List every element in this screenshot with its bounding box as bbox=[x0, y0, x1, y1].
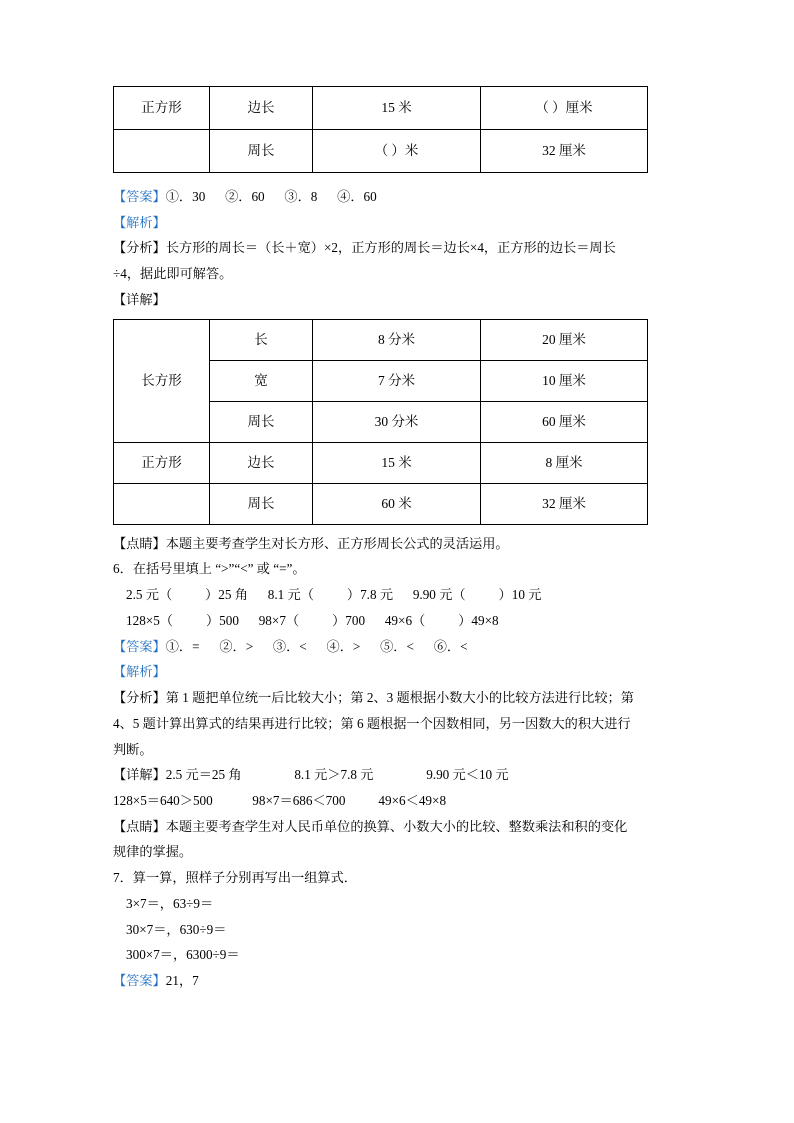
q6-explain-label-line bbox=[113, 659, 643, 685]
cell-shape bbox=[114, 130, 210, 173]
q6-analysis-line-3: 判断。 bbox=[113, 741, 153, 757]
spacer bbox=[113, 173, 643, 184]
page-content bbox=[113, 86, 643, 994]
cell-property: 周长 bbox=[210, 483, 313, 524]
answer-label: 【答案】 bbox=[113, 638, 166, 654]
q6-line-1: 2.5 元（ ）25 角 8.1 元（ ）7.8 元 9.90 元（ ）10 元 bbox=[126, 587, 542, 603]
cell-shape: 正方形 bbox=[114, 87, 210, 130]
analysis-text: 第 1 题把单位统一后比较大小；第 2、3 题根据小数大小的比较方法进行比较；第 bbox=[165, 690, 634, 706]
cell-property: 宽 bbox=[210, 360, 313, 401]
q5-analysis-line-2 bbox=[113, 261, 643, 287]
q5-detail-label-line bbox=[113, 287, 643, 313]
cell-property: 边长 bbox=[210, 87, 313, 130]
q6-tip-line-1 bbox=[113, 814, 643, 840]
q6-analysis-line-1 bbox=[113, 685, 643, 711]
cell-value-a: 8 分米 bbox=[313, 319, 481, 360]
cell-value-b: 10 厘米 bbox=[481, 360, 648, 401]
cell-value-b: 32 厘米 bbox=[481, 483, 648, 524]
q5-answer-line bbox=[113, 184, 643, 210]
analysis-label: 【分析】 bbox=[113, 690, 166, 706]
q5-analysis-line-1 bbox=[113, 235, 643, 261]
cell-value-a: 15 米 bbox=[313, 87, 481, 130]
cell-value-a: 30 分米 bbox=[313, 401, 481, 442]
detail-label: 【详解】 bbox=[113, 291, 166, 307]
table-row bbox=[114, 130, 648, 173]
q6-prompt: 6．在括号里填上 “>”“<” 或 “=”。 bbox=[113, 561, 306, 577]
table-row bbox=[114, 87, 648, 130]
analysis-label: 【分析】 bbox=[113, 240, 166, 256]
cell-value-a: （ ）米 bbox=[313, 130, 481, 173]
q6-line-2: 128×5（ ）500 98×7（ ）700 49×6（ ）49×8 bbox=[126, 612, 499, 628]
answer-items: ①．= ②．> ③．< ④．> ⑤．< ⑥．< bbox=[165, 638, 468, 654]
answer-label: 【答案】 bbox=[113, 189, 166, 204]
table-row bbox=[114, 319, 648, 360]
q6-analysis-line-2: 4、5 题计算出算式的结果再进行比较；第 6 题根据一个因数相同，另一因数大的积大进行 bbox=[113, 715, 631, 731]
q5-tip-line bbox=[113, 531, 643, 557]
q6-detail-line-1 bbox=[113, 762, 643, 788]
cell-value-a: 7 分米 bbox=[313, 360, 481, 401]
cell-shape-square: 正方形 bbox=[114, 442, 210, 483]
cell-value-b: 60 厘米 bbox=[481, 401, 648, 442]
cell-value-a: 60 米 bbox=[313, 483, 481, 524]
q6-detail-line-2: 128×5＝640＞500 98×7＝686＜700 49×6＜49×8 bbox=[113, 793, 447, 809]
q7-answer-line bbox=[113, 968, 643, 994]
cell-shape-rectangle: 长方形 bbox=[114, 319, 210, 442]
cell-property: 边长 bbox=[210, 442, 313, 483]
q6-answer-line bbox=[113, 634, 643, 660]
detail-label: 【详解】 bbox=[113, 767, 166, 783]
answer-items: ①．30 ②．60 ③．8 ④．60 bbox=[165, 189, 377, 204]
answer-value: 21，7 bbox=[165, 973, 199, 989]
table-main-solution bbox=[113, 319, 648, 525]
explanation-label: 【解析】 bbox=[113, 214, 166, 230]
q7-line-1: 3×7＝，63÷9＝ bbox=[126, 895, 214, 911]
table-top-continued bbox=[113, 86, 648, 173]
q7-line-2: 30×7＝，630÷9＝ bbox=[126, 921, 227, 937]
table-row bbox=[114, 442, 648, 483]
q7-prompt: 7．算一算，照样子分别再写出一组算式． bbox=[113, 870, 357, 886]
explanation-label: 【解析】 bbox=[113, 664, 166, 680]
analysis-text: 长方形的周长＝（长＋宽）×2，正方形的周长＝边长×4，正方形的边长＝周长 bbox=[165, 240, 616, 256]
q7-line-3: 300×7＝，6300÷9＝ bbox=[126, 947, 240, 963]
cell-value-b: 20 厘米 bbox=[481, 319, 648, 360]
table-row bbox=[114, 483, 648, 524]
tip-text: 本题主要考查学生对长方形、正方形周长公式的灵活运用。 bbox=[165, 535, 509, 551]
cell-property: 周长 bbox=[210, 130, 313, 173]
tip-label: 【点睛】 bbox=[113, 818, 166, 834]
analysis-text-cont: ÷4，据此即可解答。 bbox=[113, 266, 233, 282]
q5-explain-label-line bbox=[113, 210, 643, 236]
answer-label: 【答案】 bbox=[113, 973, 166, 989]
cell-value-b: 32 厘米 bbox=[481, 130, 648, 173]
cell-value-b: （ ）厘米 bbox=[481, 87, 648, 130]
detail-text: 2.5 元＝25 角 8.1 元＞7.8 元 9.90 元＜10 元 bbox=[165, 767, 509, 783]
q6-tip-line-2: 规律的掌握。 bbox=[113, 844, 193, 860]
cell-shape-empty bbox=[114, 483, 210, 524]
cell-value-a: 15 米 bbox=[313, 442, 481, 483]
tip-label: 【点睛】 bbox=[113, 535, 166, 551]
tip-text: 本题主要考查学生对人民币单位的换算、小数大小的比较、整数乘法和积的变化 bbox=[165, 818, 628, 834]
cell-property: 周长 bbox=[210, 401, 313, 442]
cell-value-b: 8 厘米 bbox=[481, 442, 648, 483]
cell-property: 长 bbox=[210, 319, 313, 360]
